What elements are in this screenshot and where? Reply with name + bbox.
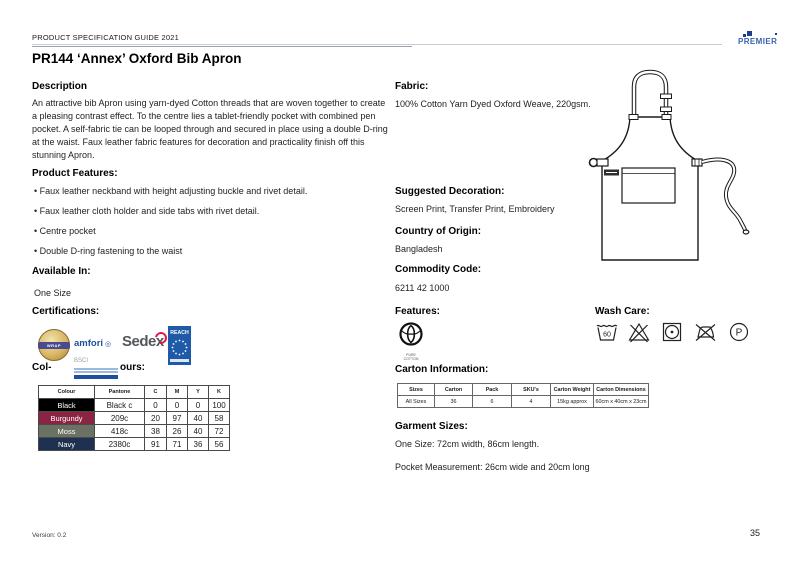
- apron-buckle-icon: [661, 94, 672, 99]
- colour-swatch-cell: Moss: [39, 425, 95, 438]
- cmyk-cell: 40: [188, 425, 209, 438]
- pantone-cell: Black c: [95, 399, 145, 412]
- reach-logo-text: REACH: [170, 330, 189, 336]
- cmyk-cell: 36: [188, 438, 209, 451]
- feature-bullet-item: • Faux leather cloth holder and side tabs with rivet detail.: [34, 206, 260, 216]
- cmyk-cell: 71: [167, 438, 188, 451]
- carton-cell-skus: 4: [512, 396, 551, 408]
- cmyk-cell: 56: [209, 438, 230, 451]
- bsci-logo-text: BSCI: [74, 358, 89, 364]
- premier-logo: [735, 25, 785, 49]
- sedex-logo-text: Sedex: [122, 333, 164, 350]
- carton-table-header-row: [398, 384, 649, 396]
- fabric-heading: Fabric:: [395, 81, 429, 92]
- tumble-dry-icon: [660, 321, 684, 343]
- carton-header-carton: Carton: [435, 384, 473, 396]
- version-label: Version: 0.2: [32, 532, 67, 539]
- certifications-heading: Certifications:: [32, 306, 100, 317]
- colour-row-moss: [39, 425, 230, 438]
- col-header-pantone: Pantone: [95, 386, 145, 399]
- feature-text: Centre pocket: [39, 226, 96, 236]
- wash-care-heading: Wash Care:: [595, 306, 650, 317]
- reach-stars-icon: [172, 340, 188, 356]
- carton-cell-pack: 6: [473, 396, 512, 408]
- feature-text: Faux leather neckband with height adjusting buckle and rivet detail.: [39, 186, 308, 196]
- wrap-logo-text: WRAP: [38, 342, 70, 349]
- amfori-bsci-logo: [74, 334, 120, 379]
- do-not-iron-icon: [692, 321, 718, 343]
- pantone-cell: 209c: [95, 412, 145, 425]
- page-title: PR144 ‘Annex’ Oxford Bib Apron: [32, 51, 242, 66]
- carton-header-weight: Carton Weight: [551, 384, 594, 396]
- cmyk-cell: 26: [167, 425, 188, 438]
- product-features-heading: Product Features:: [32, 168, 118, 179]
- carton-cell-sizes: All Sizes: [398, 396, 435, 408]
- amfori-tagline-bar: [74, 368, 118, 370]
- suggested-decoration-heading: Suggested Decoration:: [395, 186, 505, 197]
- suggested-decoration-value: Screen Print, Transfer Print, Embroidery: [395, 204, 555, 214]
- pantone-cell: 418c: [95, 425, 145, 438]
- colour-row-burgundy: [39, 412, 230, 425]
- dry-clean-p-icon: [727, 321, 751, 343]
- cmyk-cell: 72: [209, 425, 230, 438]
- features-heading: Features:: [395, 306, 441, 317]
- carton-table-data-row: [398, 396, 649, 408]
- country-of-origin-heading: Country of Origin:: [395, 226, 482, 237]
- amfori-logo-text: amfori: [74, 338, 104, 349]
- available-in-value: One Size: [34, 288, 72, 298]
- amfori-blue-bar: [74, 375, 118, 379]
- do-not-bleach-icon: [627, 321, 651, 343]
- country-of-origin-value: Bangladesh: [395, 244, 443, 254]
- reach-logo: [168, 326, 191, 365]
- colours-heading-part1: Col-: [32, 362, 52, 373]
- feature-bullet-item: • Faux leather neckband with height adjusting buckle and rivet detail.: [34, 186, 308, 196]
- cmyk-cell: 20: [145, 412, 167, 425]
- wash-60-icon: [595, 321, 619, 343]
- apron-illustration: [580, 55, 790, 310]
- premier-logo-square-icon: [775, 33, 777, 35]
- colour-row-black: [39, 399, 230, 412]
- pocket-measurement-line: Pocket Measurement: 26cm wide and 20cm long: [395, 462, 590, 472]
- reach-footer-bar: [170, 359, 189, 362]
- feature-text: Faux leather cloth holder and side tabs with rivet detail.: [39, 206, 260, 216]
- description-body: An attractive bib Apron using yarn-dyed Cotton threads that are woven together to create a pleasing contrast effect. To the centre lies a tablet-friendly pocket with combined pen pocket. A self-fabric tie can be looped through and secured in place using a double D-ring at the waist. Faux leather fabric features for decoration and practicality finish off this stunning Apron.: [32, 98, 388, 160]
- carton-header-pack: Pack: [473, 384, 512, 396]
- pure-cotton-label: PURE COTTON: [403, 353, 419, 361]
- wrap-logo-icon: [38, 329, 70, 361]
- header-divider: [32, 44, 722, 45]
- amfori-tagline-bar: [74, 371, 118, 373]
- colours-heading-part2: ours:: [120, 362, 145, 373]
- commodity-code-value: 6211 42 1000: [395, 283, 450, 293]
- apron-buckle-icon: [661, 107, 672, 112]
- cmyk-cell: 38: [145, 425, 167, 438]
- carton-table: [397, 383, 649, 408]
- premier-logo-text: PREMIER: [738, 37, 778, 46]
- cmyk-cell: 58: [209, 412, 230, 425]
- commodity-code-heading: Commodity Code:: [395, 264, 482, 275]
- carton-header-sizes: Sizes: [398, 384, 435, 396]
- cmyk-cell: 0: [145, 399, 167, 412]
- svg-text:P: P: [735, 327, 743, 339]
- amfori-circle-icon: ◎: [103, 341, 112, 348]
- colour-swatch-cell: Navy: [39, 438, 95, 451]
- cmyk-cell: 40: [188, 412, 209, 425]
- cmyk-cell: 0: [188, 399, 209, 412]
- col-header-k: K: [209, 386, 230, 399]
- carton-header-skus: SKU's: [512, 384, 551, 396]
- apron-side-tab: [692, 159, 702, 166]
- pantone-cell: 2380c: [95, 438, 145, 451]
- description-heading: Description: [32, 81, 88, 92]
- colours-table: [38, 385, 230, 451]
- colour-swatch-cell: Black: [39, 399, 95, 412]
- col-header-y: Y: [188, 386, 209, 399]
- col-header-colour: Colour: [39, 386, 95, 399]
- fabric-value: 100% Cotton Yarn Dyed Oxford Weave, 220gsm.: [395, 99, 591, 109]
- cmyk-cell: 97: [167, 412, 188, 425]
- feature-text: Double D-ring fastening to the waist: [39, 246, 183, 256]
- document-header-label: PRODUCT SPECIFICATION GUIDE 2021: [32, 33, 179, 42]
- colour-row-navy: [39, 438, 230, 451]
- feature-bullet-item: • Double D-ring fastening to the waist: [34, 246, 183, 256]
- cmyk-cell: 100: [209, 399, 230, 412]
- carton-cell-carton: 36: [435, 396, 473, 408]
- garment-sizes-heading: Garment Sizes:: [395, 421, 468, 432]
- wash-care-icons: [595, 321, 755, 348]
- page-number: 35: [750, 528, 761, 538]
- col-header-m: M: [167, 386, 188, 399]
- col-header-c: C: [145, 386, 167, 399]
- sedex-logo: [122, 333, 164, 351]
- svg-text:60: 60: [603, 331, 611, 339]
- carton-information-heading: Carton Information:: [395, 364, 489, 375]
- apron-side-tab: [597, 159, 608, 166]
- pure-cotton-icon: [396, 321, 426, 362]
- carton-header-dimensions: Carton Dimensions: [594, 384, 649, 396]
- cmyk-cell: 91: [145, 438, 167, 451]
- header-divider-accent: [32, 46, 412, 47]
- feature-bullet-item: • Centre pocket: [34, 226, 96, 236]
- premier-logo-square-icon: [747, 31, 752, 36]
- cmyk-cell: 0: [167, 399, 188, 412]
- apron-dring-icon: [590, 159, 598, 167]
- carton-cell-weight: 15kg approx: [551, 396, 594, 408]
- available-in-heading: Available In:: [32, 266, 91, 277]
- colour-swatch-cell: Burgundy: [39, 412, 95, 425]
- garment-size-line: One Size: 72cm width, 86cm length.: [395, 439, 540, 449]
- colours-table-header-row: [39, 386, 230, 399]
- carton-cell-dimensions: 60cm x 40cm x 23cm: [594, 396, 649, 408]
